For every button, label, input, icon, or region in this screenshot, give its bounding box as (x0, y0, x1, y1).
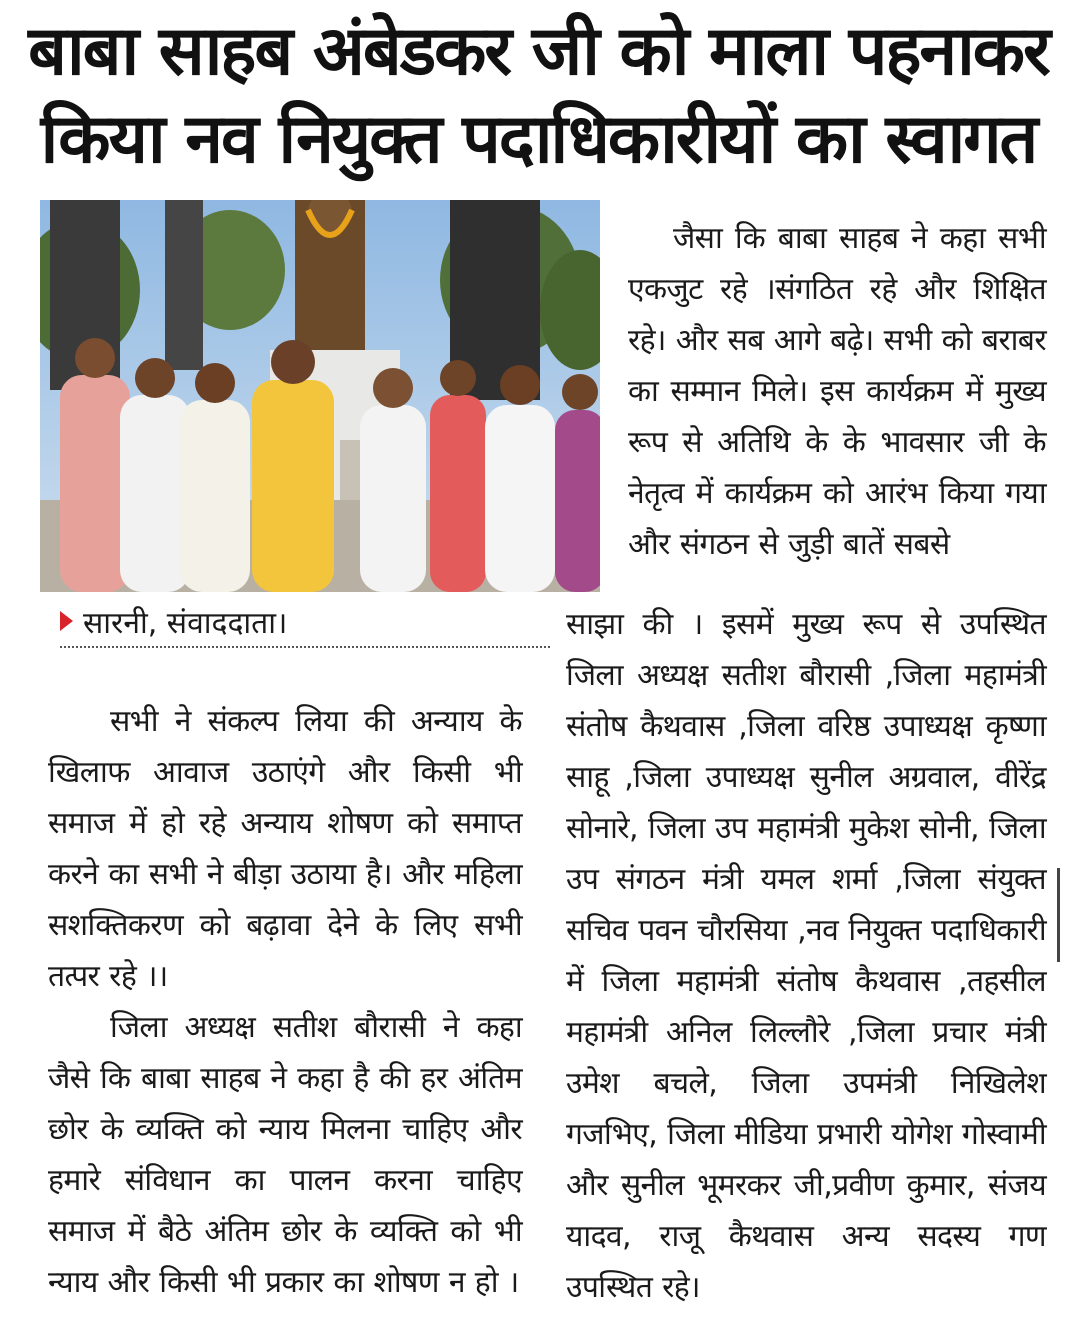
headline-line-1: बाबा साहब अंबेडकर जी को माला पहनाकर (28, 12, 1049, 91)
article-paragraph: साझा की । इसमें मुख्य रूप से उपस्थित जिला अध्यक्ष सतीश बौरासी ,जिला महामंत्री संतोष कैथवास ,जिला वरिष्ठ उपाध्यक्ष कृष्णा साहू ,जिला उपाध्यक्ष सुनील अग्रवाल, वीरेंद्र सोनारे, जिला उप महामंत्री मुकेश सोनी, जिला उप संगठन मंत्री यमल शर्मा ,जिला संयुक्त सचिव पवन चौरसिया ,नव नियुक्त पदाधिकारी में जिला महामंत्री संतोष कैथवास ,तहसील महामंत्री अनिल लिल्लौरे ,जिला प्रचार मंत्री उमेश बचले, जिला उपमंत्री निखिलेश गजभिए, जिला मीडिया प्रभारी योगेश गोस्वामी और सुनील भूमरकर जी,प्रवीण कुमार, संजय यादव, राजू कैथवास अन्य सदस्य गण उपस्थित रहे। (566, 607, 1046, 1305)
dateline-text: सारनी, संवाददाता। (83, 606, 288, 641)
article-right-column-bottom (566, 599, 1046, 1313)
group-photo-icon (40, 200, 600, 592)
article-left-column (48, 696, 522, 1308)
article-paragraph: जिला अध्यक्ष सतीश बौरासी ने कहा जैसे कि बाबा साहब ने कहा है की हर अंतिम छोर के व्यक्ति को न्याय मिलना चाहिए और हमारे संविधान का पालन करना चाहिए समाज में बैठे अंतिम छोर के व्यक्ति को भी न्याय और किसी भी प्रकार का शोषण न हो । (48, 1010, 522, 1300)
scrollbar[interactable] (1057, 868, 1060, 962)
news-photo (40, 200, 600, 592)
headline-line-2: किया नव नियुक्त पदाधिकारीयों का स्वागत (40, 100, 1037, 179)
headline (20, 8, 1057, 184)
red-arrow-icon (60, 611, 73, 631)
article-right-column-top (628, 213, 1046, 570)
dateline (60, 602, 550, 648)
article-paragraph: जैसा कि बाबा साहब ने कहा सभी एकजुट रहे ।संगठित रहे और शिक्षित रहे। और सब आगे बढ़े। सभी को बराबर का सम्मान मिले। इस कार्यक्रम में मुख्य रूप से अतिथि के के भावसार जी के नेतृत्व में कार्यक्रम को आरंभ किया गया और संगठन से जुड़ी बातें सबसे (628, 221, 1046, 562)
article-paragraph: सभी ने संकल्प लिया की अन्याय के खिलाफ आवाज उठाएंगे और किसी भी समाज में हो रहे अन्याय शोषण को समाप्त करने का सभी ने बीड़ा उठाया है। और महिला सशक्तिकरण को बढ़ावा देने के लिए सभी तत्पर रहे ।। (48, 704, 522, 994)
